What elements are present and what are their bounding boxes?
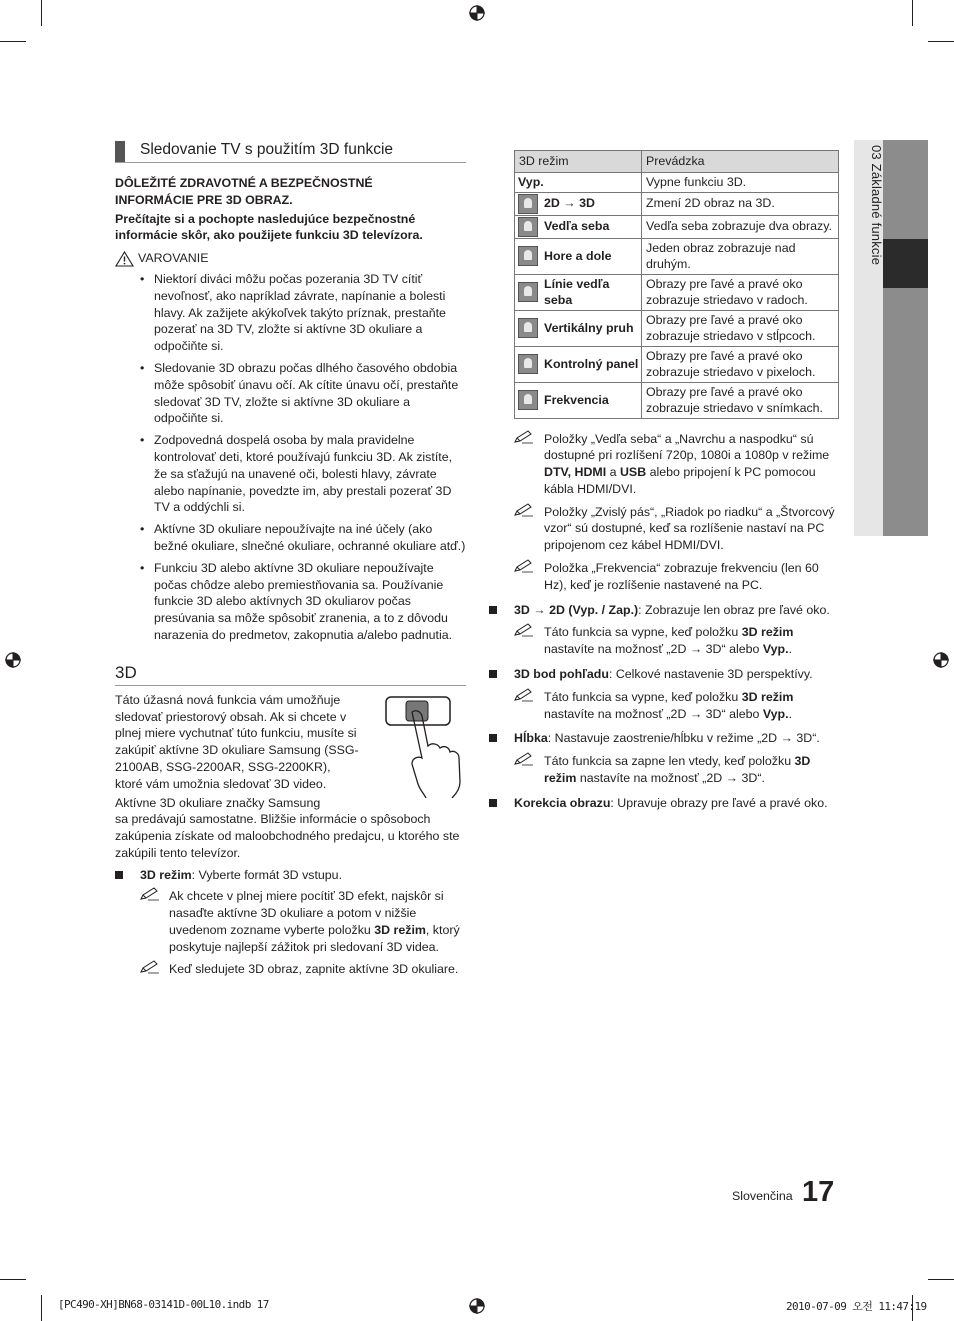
health-warning-heading: DÔLEŽITÉ ZDRAVOTNÉ A BEZPEČNOSTNÉ INFORMÁCIE PRE 3D OBRAZ. xyxy=(115,176,373,207)
chapter-tab-marker xyxy=(883,239,928,288)
note: Táto funkcia sa vypne, keď položku 3D režim nastavíte na možnosť „2D → 3D“ alebo Vyp.. xyxy=(489,689,841,723)
table-cell-mode: Vyp. xyxy=(515,173,642,193)
section-heading xyxy=(115,140,466,163)
note-pencil-icon xyxy=(514,559,534,573)
registration-mark-icon xyxy=(4,651,22,669)
list-item: • Sledovanie 3D obrazu počas dlhého časového obdobia môže spôsobiť únavu očí. Ak cítite únavu očí, prestaňte sledovať 3D TV, zložte si aktívne 3D okuliare a odpočiňte si. xyxy=(154,360,466,427)
list-item: • Niektorí diváci môžu počas pozerania 3D TV cítiť nevoľnosť, ako napríklad závrate, napínanie a bolesti hlavy. Ak zažijete akýkoľvek takýto príznak, prestaňte pozerať na 3D TV, zložte si aktívne 3D okuliare a odpočiňte si. xyxy=(154,271,466,355)
table-cell-mode: Vedľa seba xyxy=(515,215,642,238)
3d-intro-text: Táto úžasná nová funkcia vám umožňuje sledovať priestorový obsah. Ak si chcete v plnej miere vychutnať túto funkciu, musíte si zakúpiť aktívne 3D okuliare Samsung (SSG-2100AB, SSG-2200AR, SSG-2200KR), ktoré vám umožnia sledovať 3D video. xyxy=(115,692,359,791)
note-pencil-icon xyxy=(514,688,534,702)
crop-mark xyxy=(928,41,954,42)
crop-mark xyxy=(928,1279,954,1280)
square-bullet-icon xyxy=(489,670,497,678)
left-column xyxy=(115,140,466,977)
print-slug-file: [PC490-XH]BN68-03141D-00L10.indb 17 xyxy=(58,1298,269,1311)
chapter-tab-label: 03 Základné funkcie xyxy=(869,145,884,266)
table-cell-mode: Frekvencia xyxy=(515,382,642,418)
3d-heading: 3D xyxy=(115,662,466,686)
note-pencil-icon xyxy=(514,752,534,766)
3d-mode-item: 3D režim: Vyberte formát 3D vstupu. xyxy=(115,867,466,884)
frequency-icon xyxy=(518,390,538,410)
crop-mark xyxy=(0,1279,26,1280)
table-cell-desc: Vypne funkciu 3D. xyxy=(642,173,839,193)
table-cell-mode: Línie vedľa seba xyxy=(515,274,642,310)
list-item: • Funkciu 3D alebo aktívne 3D okuliare nepoužívajte počas chôdze alebo premiestňovania sa. Používanie funkcie 3D alebo aktívnych 3D okuliarov počas presúvania sa môže spôsobiť zranenia, a to z dôvodu narazenia do predmetov, zakopnutia a/alebo padnutia. xyxy=(154,560,466,644)
list-item: • Zodpovedná dospelá osoba by mala pravidelne kontrolovať deti, ktoré používajú funkciu 3D. Ak zistíte, že sa sťažujú na unavené oči, bolesti hlavy, závrate alebo napínanie, povedzte im, aby prestali pozerať 3D TV a oddýchli si. xyxy=(154,432,466,516)
table-cell-mode: Vertikálny pruh xyxy=(515,310,642,346)
note: Položka „Frekvencia“ zobrazuje frekvenciu (len 60 Hz), keď je rozlíšenie nastavené na PC. xyxy=(489,560,841,594)
right-column xyxy=(489,150,841,812)
table-cell-desc: Obrazy pre ľavé a pravé oko zobrazuje striedavo v snímkach. xyxy=(642,382,839,418)
section-title: Sledovanie TV s použitím 3D funkcie xyxy=(140,141,394,158)
registration-mark-icon xyxy=(932,651,950,669)
registration-mark-icon xyxy=(468,1297,486,1315)
note: Keď sledujete 3D obraz, zapnite aktívne 3D okuliare. xyxy=(140,961,466,978)
warning-list xyxy=(115,271,466,644)
chapter-tab-strip xyxy=(883,288,928,536)
registration-mark-icon xyxy=(468,4,486,22)
option-3d-viewpoint: 3D bod pohľadu: Celkové nastavenie 3D perspektívy. xyxy=(489,666,841,683)
print-slug-date: 2010-07-09 오전 11:47:19 xyxy=(786,1300,927,1313)
note: Táto funkcia sa vypne, keď položku 3D režim nastavíte na možnosť „2D → 3D“ alebo Vyp.. xyxy=(489,624,841,658)
mode-2d-3d-icon xyxy=(518,194,538,214)
square-bullet-icon xyxy=(489,606,497,614)
heading-bar xyxy=(115,141,125,162)
note-pencil-icon xyxy=(514,623,534,637)
table-header: Prevádzka xyxy=(642,151,839,173)
table-cell-desc: Obrazy pre ľavé a pravé oko zobrazuje striedavo v radoch. xyxy=(642,274,839,310)
table-cell-desc: Vedľa seba zobrazuje dva obrazy. xyxy=(642,215,839,238)
note-pencil-icon xyxy=(140,960,160,974)
list-item: • Aktívne 3D okuliare nepoužívajte na iné účely (ako bežné okuliare, slnečné okuliare, ochranné okuliare atď.) xyxy=(154,521,466,555)
note-pencil-icon xyxy=(140,887,160,901)
table-cell-mode: Hore a dole xyxy=(515,238,642,274)
note-pencil-icon xyxy=(514,430,534,444)
warning-triangle-icon xyxy=(115,251,134,267)
note: Položky „Vedľa seba“ a „Navrchu a naspodku“ sú dostupné pri rozlíšení 720p, 1080i a 1080p v režime DTV, HDMI a USB alebo pripojení k PC pomocou kábla HDMI/DVI. xyxy=(489,431,841,498)
table-row xyxy=(515,310,839,346)
option-3d-to-2d: 3D → 2D (Vyp. / Zap.): Zobrazuje len obraz pre ľavé oko. xyxy=(489,602,841,619)
checker-board-icon xyxy=(518,354,538,374)
table-row xyxy=(515,238,839,274)
note: Táto funkcia sa zapne len vtedy, keď položku 3D režim nastavíte na možnosť „2D → 3D“. xyxy=(489,753,841,787)
square-bullet-icon xyxy=(489,799,497,807)
table-row xyxy=(515,192,839,215)
table-row xyxy=(515,346,839,382)
crop-mark xyxy=(0,41,26,42)
table-header: 3D režim xyxy=(515,151,642,173)
3d-intro2-text: sa predávajú samostatne. Bližšie informácie o spôsoboch zakúpenia získate od maloobchodného predajcu, u ktorého ste zakúpili tento televízor. xyxy=(115,812,460,860)
chapter-tab-strip xyxy=(883,140,928,239)
top-bottom-icon xyxy=(518,246,538,266)
footer-language: Slovenčina xyxy=(732,1189,793,1203)
table-cell-mode: Kontrolný panel xyxy=(515,346,642,382)
table-row xyxy=(515,274,839,310)
note-pencil-icon xyxy=(514,503,534,517)
line-by-line-icon xyxy=(518,282,538,302)
3d-intro-block xyxy=(115,692,466,862)
square-bullet-icon xyxy=(489,734,497,742)
side-by-side-icon xyxy=(518,217,538,237)
warning-label: VAROVANIE xyxy=(115,250,466,267)
table-cell-desc: Obrazy pre ľavé a pravé oko zobrazuje striedavo v stĺpcoch. xyxy=(642,310,839,346)
table-cell-desc: Jeden obraz zobrazuje nad druhým. xyxy=(642,238,839,274)
table-cell-mode: 2D → 3D xyxy=(515,192,642,215)
remote-button-hand-icon xyxy=(382,692,466,798)
table-cell-desc: Obrazy pre ľavé a pravé oko zobrazuje striedavo v pixeloch. xyxy=(642,346,839,382)
read-first-text: Prečítajte si a pochopte nasledujúce bezpečnostné informácie skôr, ako použijete funkciu 3D televízora. xyxy=(115,211,423,243)
crop-mark xyxy=(41,1295,42,1321)
table-header-row xyxy=(515,151,839,173)
table-cell-desc: Zmení 2D obraz na 3D. xyxy=(642,192,839,215)
table-row xyxy=(515,215,839,238)
vertical-stripe-icon xyxy=(518,318,538,338)
3d-mode-table xyxy=(514,150,839,419)
option-depth: Hĺbka: Nastavuje zaostrenie/hĺbku v režime „2D → 3D“. xyxy=(489,730,841,747)
table-row xyxy=(515,173,839,193)
crop-mark xyxy=(41,0,42,26)
note: Položky „Zvislý pás“, „Riadok po riadku“ a „Štvorcový vzor“ sú dostupné, keď sa rozlíšenie nastaví na PC pripojenom cez kábel HDMI/DVI. xyxy=(489,504,841,554)
square-bullet-icon xyxy=(115,871,123,879)
table-row xyxy=(515,382,839,418)
note: Ak chcete v plnej miere pocítiť 3D efekt, najskôr si nasaďte aktívne 3D okuliare a potom v nižšie uvedenom zozname vyberte položku 3D režim, ktorý poskytuje najlepší zážitok pri sledovaní 3D videa. xyxy=(140,888,466,955)
page-number: 17 xyxy=(802,1176,835,1208)
crop-mark xyxy=(912,0,913,26)
3d-intro2-line1: Aktívne 3D okuliare značky Samsung xyxy=(115,795,321,810)
option-picture-correction: Korekcia obrazu: Upravuje obrazy pre ľavé a pravé oko. xyxy=(489,795,841,812)
